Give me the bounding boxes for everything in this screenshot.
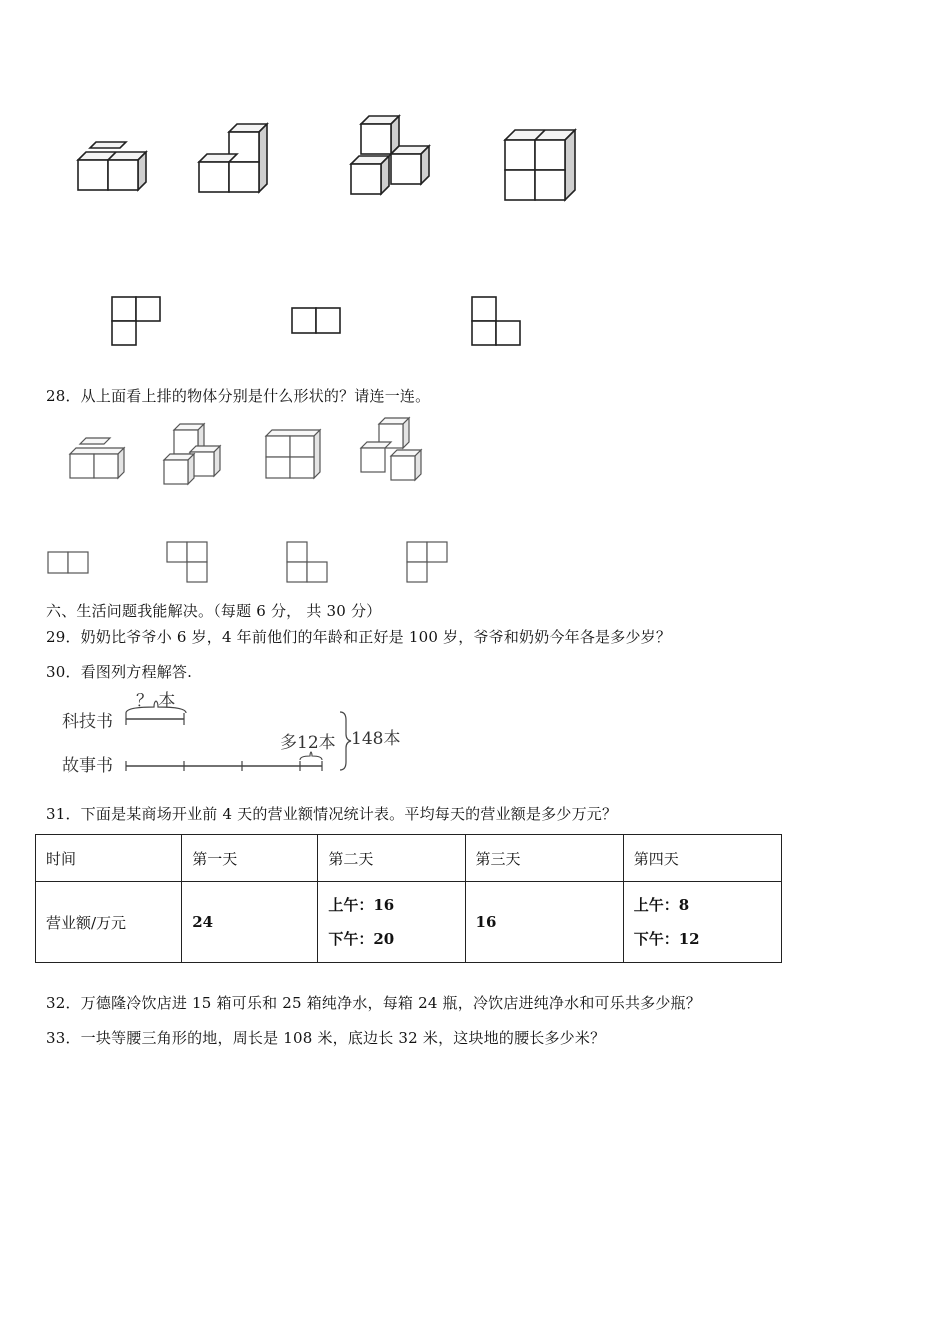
question-31: 31．下面是某商场开业前 4 天的营业额情况统计表。平均每天的营业额是多少万元？ [46,805,618,823]
cube-figure-3 [349,114,439,199]
question-29: 29．奶奶比爷爷小 6 岁，4 年前他们的年龄和正好是 100 岁，爷爷和奶奶今年各是多少岁？ [46,628,672,646]
top-view-shape-2 [291,307,346,337]
cell-day3: 16 [465,882,623,963]
sales-table [35,834,782,963]
label-story-books: 故事书 [62,756,113,776]
cell-day4-pm: 下午：12 [633,930,700,948]
q28-cube-figure-3 [264,426,324,484]
table-row [36,882,782,963]
q30-line-diagram [60,686,410,778]
section-6-title: 六、生活问题我能解决。（每题 6 分， 共 30 分） [46,602,382,620]
table-header-row [36,835,782,882]
q28-top-view-3 [286,541,332,585]
cell-day4-am: 上午：8 [633,896,690,914]
question-28: 28．从上面看上排的物体分别是什么形状的？请连一连。 [46,387,431,405]
header-day1: 第一天 [182,835,318,882]
header-day2: 第二天 [318,835,465,882]
q28-top-view-4 [406,541,452,585]
question-30: 30．看图列方程解答. [46,663,193,681]
question-32: 32．万德隆冷饮店进 15 箱可乐和 25 箱纯净水，每箱 24 瓶，冷饮店进纯净水和可乐共多少瓶？ [46,994,701,1012]
total-amount: 148本 [351,729,401,749]
question-33: 33．一块等腰三角形的地，周长是 108 米，底边长 32 米，这块地的腰长多少米？ [46,1029,606,1047]
cell-day4 [623,882,781,963]
header-day4: 第四天 [623,835,781,882]
cell-day2-pm: 下午：20 [328,930,395,948]
q28-cube-figure-1 [68,436,128,484]
q28-top-view-2 [166,541,212,585]
top-view-shape-1 [111,296,166,348]
header-day3: 第三天 [465,835,623,882]
cube-figure-4 [503,128,583,206]
top-view-shape-3 [471,296,526,348]
q28-top-view-1 [47,551,93,577]
q28-cube-figure-4 [359,416,425,484]
cell-day2 [318,882,465,963]
cube-figure-2 [197,122,277,197]
label-science-books: 科技书 [62,712,113,732]
unknown-amount: ？ 本 [136,691,176,711]
header-time: 时间 [36,835,182,882]
cube-figure-1 [76,138,156,198]
cell-day1: 24 [182,882,318,963]
row-label-revenue: 营业额/万元 [36,882,182,963]
more-amount: 多12本 [280,733,336,753]
q28-cube-figure-2 [162,422,228,488]
cell-day2-am: 上午：16 [328,896,395,914]
